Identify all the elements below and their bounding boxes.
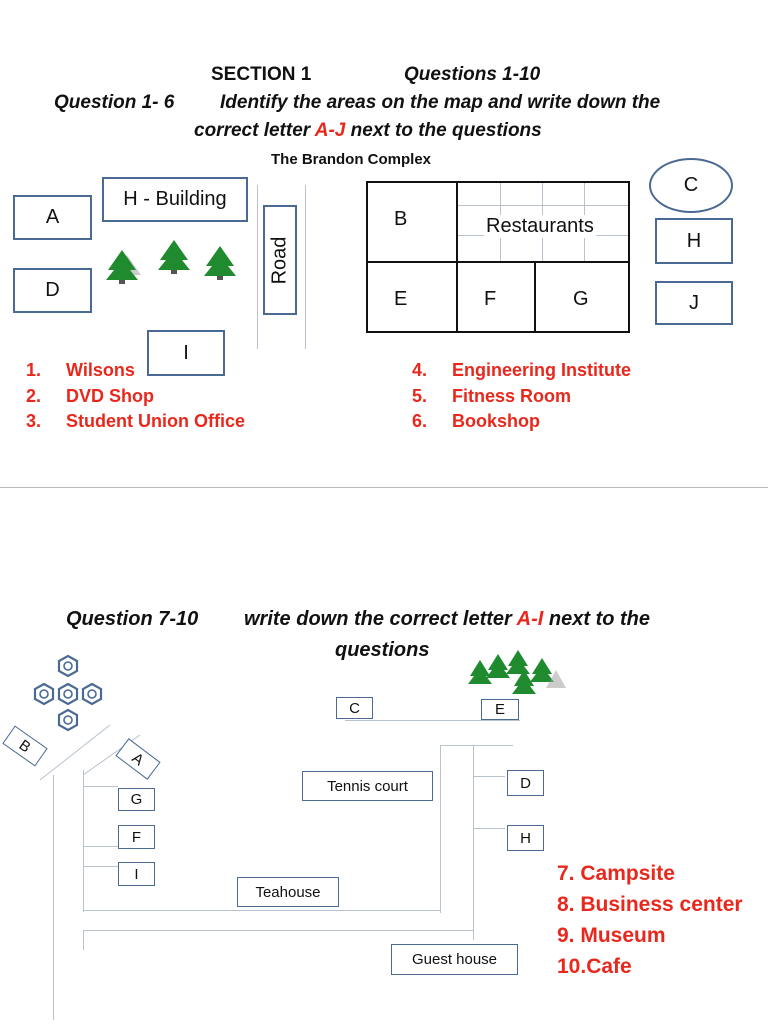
list-item: 7. Campsite	[557, 862, 675, 885]
map-title: The Brandon Complex	[271, 151, 432, 168]
box-d: D	[13, 268, 92, 313]
road-center-right	[473, 745, 474, 940]
box-g: G	[118, 788, 155, 811]
box-guest-house: Guest house	[391, 944, 518, 975]
item-text: Fitness Room	[452, 385, 572, 406]
road-center-left	[440, 745, 441, 913]
road-edge-right	[305, 185, 306, 349]
question-list-left	[26, 358, 245, 435]
list-item: 8. Business center	[557, 893, 743, 916]
box-c: C	[336, 697, 373, 719]
item-text: Bookshop	[452, 411, 540, 431]
road-bottom-1	[83, 910, 440, 911]
tree-group-icon	[104, 238, 244, 286]
tree-cluster-icon	[466, 648, 566, 696]
list-item	[26, 384, 245, 410]
box-tennis-court: Tennis court	[302, 771, 433, 801]
instruction-text: next to the	[543, 608, 650, 630]
questions-range: Questions 1-10	[404, 64, 541, 85]
tree-icon	[158, 240, 190, 274]
question-list-7-10	[557, 858, 743, 982]
box-i: I	[147, 330, 225, 376]
complex-building	[366, 181, 630, 333]
letter-range: A-I	[516, 608, 544, 630]
instruction-text: correct letter	[194, 120, 315, 141]
road-left-vertical	[83, 770, 84, 912]
instruction-text: write down the correct letter	[244, 608, 517, 630]
box-teahouse: Teahouse	[237, 877, 339, 907]
road-branch	[83, 866, 118, 867]
label-b: B	[394, 208, 408, 230]
tree-icon	[106, 250, 141, 284]
list-item: 9. Museum	[557, 924, 666, 947]
item-number: 2.	[26, 385, 42, 406]
road-branch	[473, 776, 505, 777]
road-bottom-2	[83, 930, 473, 931]
question-1-6-label: Question 1- 6	[54, 92, 175, 113]
wall	[534, 261, 536, 331]
wall	[368, 261, 628, 263]
oval-c: C	[649, 158, 733, 213]
page-divider	[0, 487, 768, 488]
box-b: B	[2, 726, 47, 767]
item-number: 6.	[412, 411, 428, 431]
item-number: 3.	[26, 411, 42, 431]
road-label: Road	[268, 236, 291, 284]
road-edge	[83, 930, 84, 950]
letter-range: A-J	[314, 120, 346, 141]
label-f: F	[484, 288, 497, 310]
tree-icon	[204, 246, 236, 280]
road-segment	[440, 745, 513, 746]
question-7-10-label: Question 7-10	[66, 608, 199, 630]
list-item: 10.Cafe	[557, 955, 632, 978]
question-list-right	[412, 358, 631, 435]
road-top	[345, 720, 520, 721]
label-g: G	[573, 288, 589, 310]
box-a: A	[13, 195, 92, 240]
list-item	[412, 358, 631, 384]
road-branch	[83, 846, 118, 847]
box-h: H	[655, 218, 733, 264]
item-text: Engineering Institute	[452, 360, 632, 380]
box-d: D	[507, 770, 544, 796]
item-number: 5.	[412, 385, 428, 406]
box-h: H	[507, 825, 544, 851]
label-restaurants: Restaurants	[486, 215, 594, 237]
road-branch	[83, 786, 118, 787]
item-text: Student Union Office	[66, 411, 245, 431]
road-branch	[473, 828, 505, 829]
instruction-line-1: Identify the areas on the map and write down the	[220, 92, 661, 113]
box-f: F	[118, 825, 155, 849]
instruction-text: next to the questions	[345, 120, 542, 141]
grid-line	[458, 205, 628, 206]
road-far-left	[53, 775, 54, 1020]
instruction-line-1	[244, 608, 650, 631]
item-number: 4.	[412, 360, 428, 380]
box-road	[263, 205, 297, 315]
box-e: E	[481, 699, 519, 720]
item-number: 1.	[26, 360, 42, 380]
item-text: DVD Shop	[66, 385, 154, 406]
instruction-line-2: questions	[335, 639, 430, 661]
box-a: A	[115, 738, 160, 780]
road-edge-left	[257, 185, 258, 349]
box-j: J	[655, 281, 733, 325]
list-item	[412, 409, 631, 435]
label-e: E	[394, 288, 408, 310]
box-h-building: H - Building	[102, 177, 248, 222]
list-item	[412, 384, 631, 410]
item-text: Wilsons	[66, 360, 135, 380]
instruction-line-2	[194, 120, 542, 142]
list-item	[26, 409, 245, 435]
list-item	[26, 358, 245, 384]
box-i: I	[118, 862, 155, 886]
hexagon-cluster-icon	[28, 654, 108, 734]
section-label: SECTION 1	[211, 64, 312, 85]
